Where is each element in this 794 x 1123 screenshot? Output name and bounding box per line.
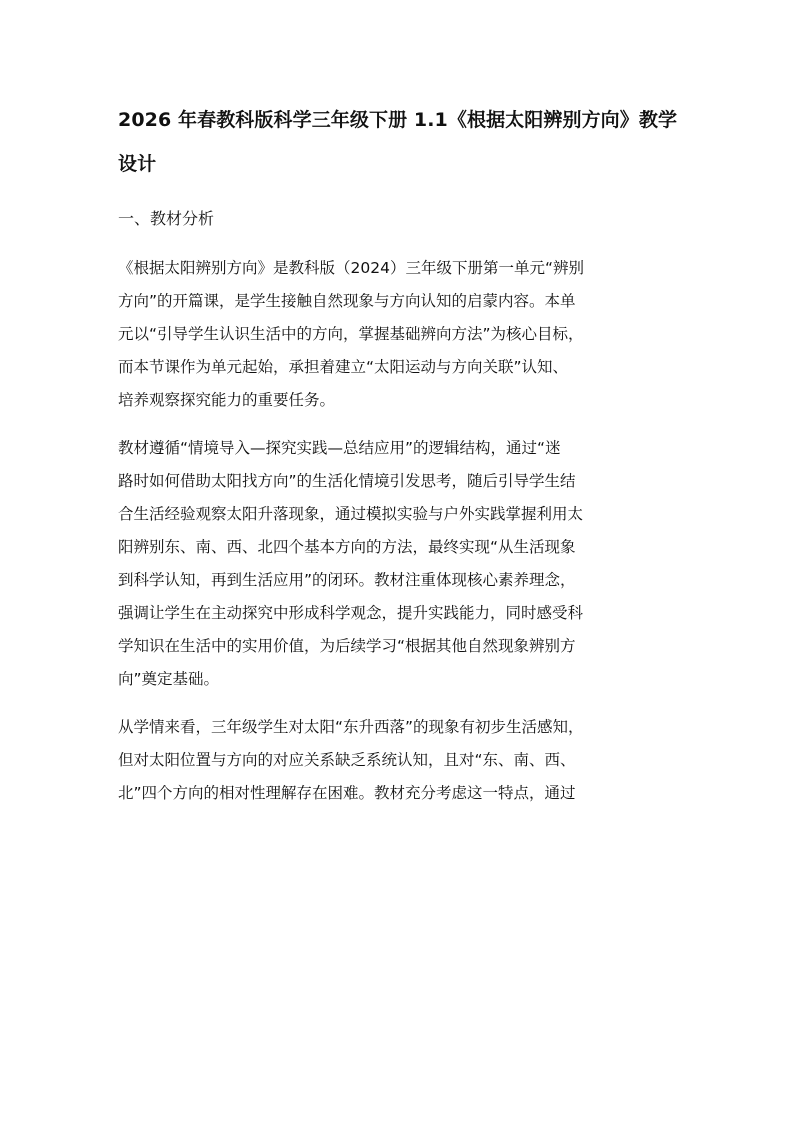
paragraph-line: 学知识在生活中的实用价值，为后续学习“根据其他自然现象辨别方 [118, 637, 576, 655]
section-heading: 一、教材分析 [118, 209, 215, 228]
paragraph-line: 合生活经验观察太阳升落现象，通过模拟实验与户外实践掌握利用太 [118, 505, 584, 523]
document-title [118, 98, 682, 186]
paragraph-line: 向”奠定基础。 [118, 670, 220, 688]
paragraph-line: 元以“引导学生认识生活中的方向，掌握基础辨向方法”为核心目标， [118, 325, 584, 343]
paragraph-line: 而本节课作为单元起始，承担着建立“太阳运动与方向关联”认知、 [118, 358, 569, 376]
document-body [118, 98, 682, 810]
paragraph-1 [118, 252, 682, 417]
paragraph-line: 教材遵循“情境导入—探究实践—总结应用”的逻辑结构，通过“迷 [118, 439, 561, 457]
paragraph-2 [118, 432, 682, 696]
paragraph-line: 路时如何借助太阳找方向”的生活化情境引发思考，随后引导学生结 [118, 472, 576, 490]
paragraph-line: 方向”的开篇课，是学生接触自然现象与方向认知的启蒙内容。本单 [118, 292, 576, 310]
title-line: 2026 年春教科版科学三年级下册 1.1《根据太阳辨别方向》教学 [118, 109, 678, 131]
paragraph-line: 强调让学生在主动探究中形成科学观念，提升实践能力，同时感受科 [118, 604, 584, 622]
title-line: 设计 [118, 153, 157, 175]
paragraph-line: 《根据太阳辨别方向》是教科版（2024）三年级下册第一单元“辨别 [118, 259, 584, 277]
paragraph-line: 从学情来看，三年级学生对太阳“东升西落”的现象有初步生活感知， [118, 718, 584, 736]
paragraph-line: 北”四个方向的相对性理解存在困难。教材充分考虑这一特点，通过 [118, 784, 576, 802]
paragraph-line: 培养观察探究能力的重要任务。 [118, 391, 336, 409]
paragraph-line: 但对太阳位置与方向的对应关系缺乏系统认知，且对“东、南、西、 [118, 751, 576, 769]
paragraph-line: 到科学认知，再到生活应用”的闭环。教材注重体现核心素养理念， [118, 571, 576, 589]
paragraph-3 [118, 711, 682, 810]
paragraph-line: 阳辨别东、南、西、北四个基本方向的方法，最终实现“从生活现象 [118, 538, 576, 556]
